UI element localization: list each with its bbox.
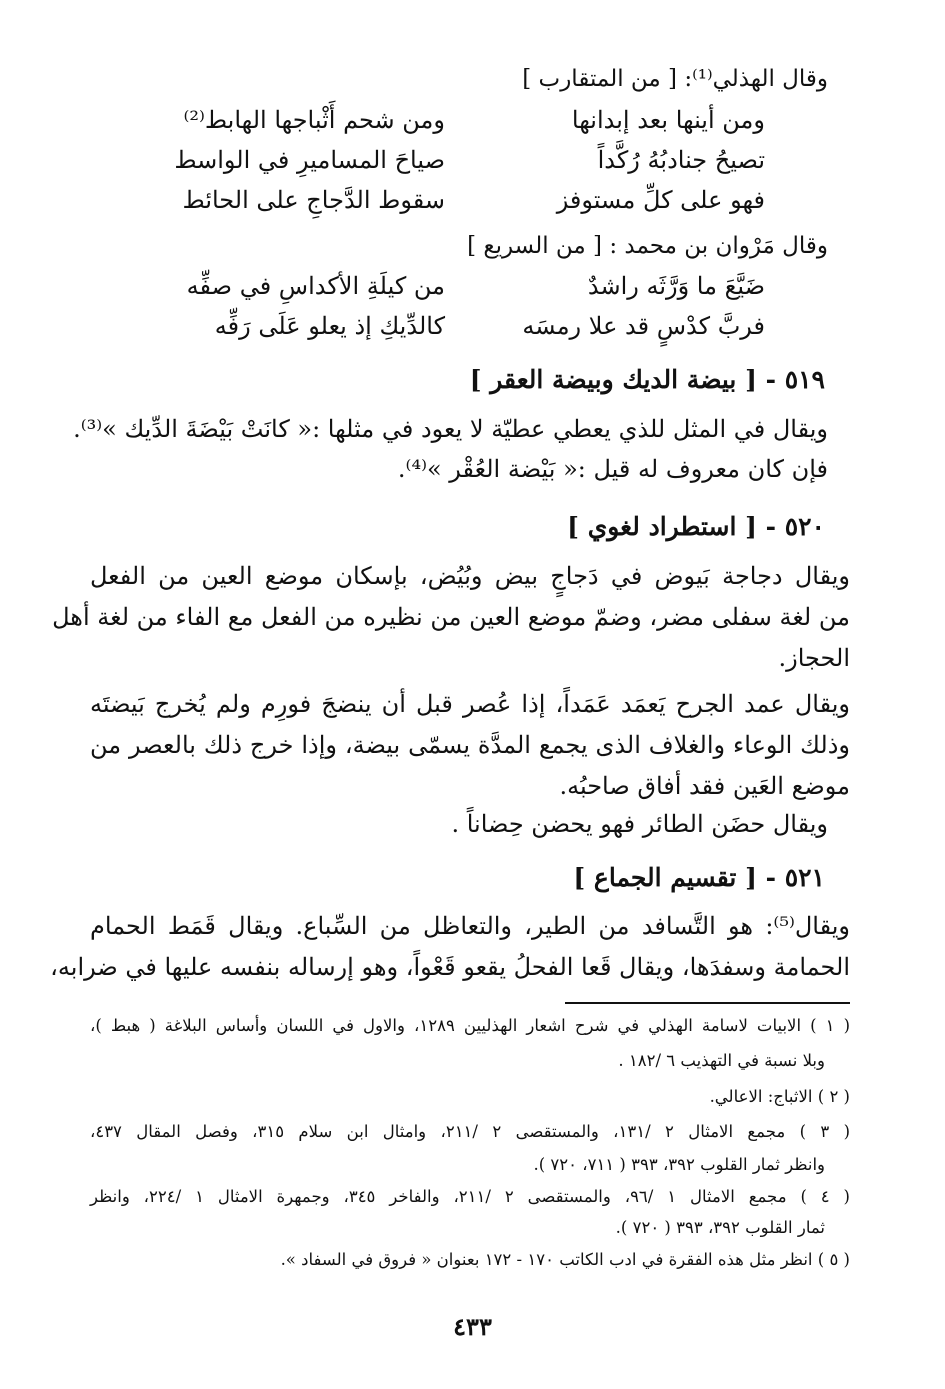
poem1-intro: وقال الهذلي⁽¹⁾: [ من المتقارب ] <box>522 66 828 92</box>
footnote-line: وبلا نسبة في التهذيب ٦ /١٨٢ . <box>618 1051 825 1070</box>
verse-first-hemistich: ومن أينها بعد إبدانها <box>571 106 765 134</box>
verse-second-hemistich: من كيلَةِ الأكداسِ في صفِّه <box>186 272 445 300</box>
section520-line: ويقال دجاجة بَيوض في دَجاجٍ بيض وبُيُض، بإسكان موضع العين من الفعل <box>90 562 850 590</box>
footnote-line: ( ٥ ) انظر مثل هذه الفقرة في ادب الكاتب ١٧٠ - ١٧٢ بعنوان « فروق في السفاد ». <box>280 1250 850 1269</box>
footnote-line: ( ١ ) الابيات لاسامة الهذلي في شرح اشعار الهذليين ١٢٨٩، والاول في اللسان وأساس البلاغة ( هبط )، <box>90 1016 851 1035</box>
poem2-intro: وقال مَرْوان بن محمد : [ من السريع ] <box>467 233 828 259</box>
section520-line: ويقال عمد الجرح يَعمَد عَمَداً، إذا عُصر قبل أن ينضجَ فورِم ولم يُخرج بَيضتَه <box>90 690 850 718</box>
section520-line: ويقال حضَن الطائر فهو يحضن حِضاناً . <box>451 810 828 838</box>
section519-line: فإن كان معروف له قيل :« بَيْضة العُقْر »⁽⁴⁾. <box>397 455 828 483</box>
section520-line: الحجاز. <box>778 644 850 672</box>
footnote-divider <box>565 1002 850 1004</box>
footnote-line: ( ٣ ) مجمع الامثال ٢ /١٣١، والمستقصى ٢ /٢١١، وامثال ابن سلام ٣١٥، وفصل المقال ٤٣٧، <box>90 1122 851 1141</box>
verse-first-hemistich: تصيحُ جنادبُهُ رُكَّداً <box>597 146 765 174</box>
section-heading-520: ٥٢٠ - [ استطراد لغوي ] <box>567 512 825 541</box>
section520-line: وذلك الوعاء والغلاف الذى يجمع المدَّة يسمّى بيضة، وإذا خرج ذلك بالعصر من <box>90 731 850 759</box>
verse-first-hemistich: ضَيَّعَ ما وَرَّثَه راشدٌ <box>587 272 765 300</box>
section519-line: ويقال في المثل للذي يعطي عطيّة لا يعود في مثلها :« كانَتْ بَيْضَةَ الدِّيك »⁽³⁾. <box>73 415 828 443</box>
verse-second-hemistich: كالدِّيكِ إذ يعلو عَلَى رَفِّه <box>214 312 445 340</box>
verse-first-hemistich: فهو على كلِّ مستوفز <box>556 186 765 214</box>
section520-line: من لغة سفلى مضر، وضمّ موضع العين من نظيره من الفعل مع الفاء من لغة أهل <box>52 603 850 631</box>
verse-first-hemistich: فربَّ كدْسٍ قد علا رمسَه <box>522 312 765 340</box>
page-number: ٤٣٣ <box>453 1312 492 1341</box>
verse-second-hemistich: ومن شحم أَثْباجها الهابط⁽²⁾ <box>183 106 445 134</box>
section521-line: ويقال⁽⁵⁾: هو التَّسافد من الطير، والتعاظل من السِّباع. ويقال قَمَط الحمام <box>90 912 851 940</box>
footnote-line: وانظر ثمار القلوب ٣٩٢، ٣٩٣ ( ٧١١، ٧٢٠ ). <box>533 1155 825 1174</box>
section-heading-519: ٥١٩ - [ بيضة الديك وبيضة العقر ] <box>469 365 825 394</box>
footnote-line: ( ٢ ) الاثباج: الاعالي. <box>709 1087 850 1106</box>
section-heading-521: ٥٢١ - [ تقسيم الجماع ] <box>573 863 825 892</box>
footnote-line: ثمار القلوب ٣٩٢، ٣٩٣ ( ٧٢٠ ). <box>615 1218 825 1237</box>
footnote-line: ( ٤ ) مجمع الامثال ١ /٩٦، والمستقصى ٢ /٢١١، والفاخر ٣٤٥، وجمهرة الامثال ١ /٢٢٤، وانظر <box>90 1187 850 1206</box>
verse-second-hemistich: سقوط الدَّجاجِ على الحائط <box>182 186 445 214</box>
verse-second-hemistich: صياحَ المساميرِ في الواسط <box>174 146 445 174</box>
section521-line: الحمامة وسفدَها، ويقال قَعا الفحلُ يقعو قَعْواً، وهو إرساله بنفسه عليها في ضرابه، <box>50 953 850 981</box>
section520-line: موضع العَين فقد أفاق صاحبُه. <box>559 772 850 800</box>
